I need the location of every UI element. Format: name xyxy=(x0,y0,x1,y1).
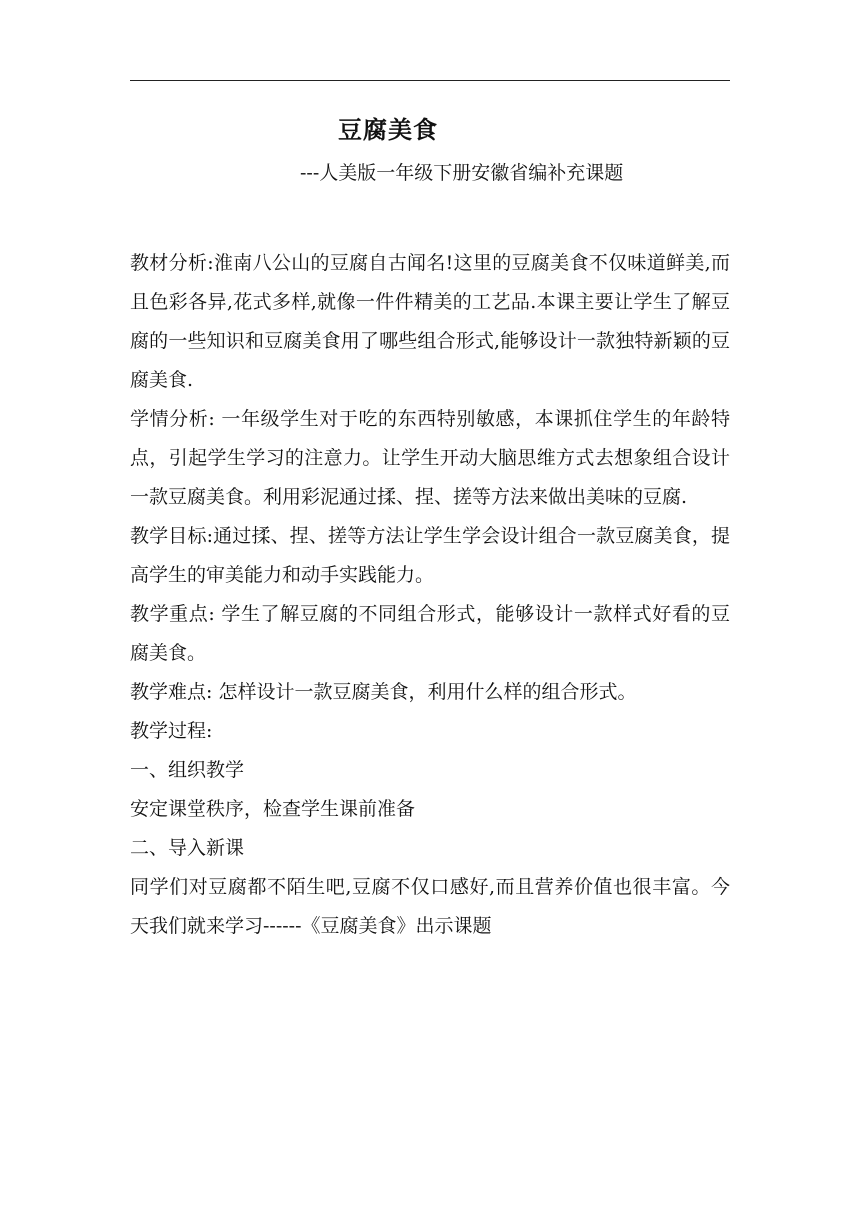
paragraph-teaching-goals: 教学目标:通过揉、捏、搓等方法让学生学会设计组合一款豆腐美食，提高学生的审美能力和动手实践能力。 xyxy=(130,525,730,586)
paragraph-textbook-analysis: 教材分析:淮南八公山的豆腐自古闻名!这里的豆腐美食不仅味道鲜美,而且色彩各异,花式多样,就像一件件精美的工艺品.本课主要让学生了解豆腐的一些知识和豆腐美食用了哪些组合形式,能够设计一款独特新颖的豆腐美食. xyxy=(130,252,730,391)
paragraph-difficulties: 教学难点: 怎样设计一款豆腐美食，利用什么样的组合形式。 xyxy=(130,681,637,703)
header-rule xyxy=(130,80,730,81)
document-subtitle: ---人美版一年级下册安徽省编补充课题 xyxy=(300,162,624,184)
paragraph-key-points: 教学重点: 学生了解豆腐的不同组合形式，能够设计一款样式好看的豆腐美食。 xyxy=(130,603,730,664)
paragraph-step-one-body: 安定课堂秩序，检查学生课前准备 xyxy=(130,798,416,820)
paragraph-student-analysis: 学情分析: 一年级学生对于吃的东西特别敏感，本课抓住学生的年龄特点，引起学生学习的注意力。让学生开动大脑思维方式去想象组合设计一款豆腐美食。利用彩泥通过揉、捏、搓等方法来做出美味的豆腐. xyxy=(130,408,730,508)
paragraph-step-two-heading: 二、导入新课 xyxy=(130,837,245,859)
document-title: 豆腐美食 xyxy=(338,115,438,144)
paragraph-step-two-body: 同学们对豆腐都不陌生吧,豆腐不仅口感好,而且营养价值也很丰富。今天我们就来学习------《豆腐美食》出示课题 xyxy=(130,876,730,937)
paragraph-step-one-heading: 一、组织教学 xyxy=(130,759,245,781)
document-body xyxy=(130,244,730,946)
paragraph-process-heading: 教学过程: xyxy=(130,720,213,742)
